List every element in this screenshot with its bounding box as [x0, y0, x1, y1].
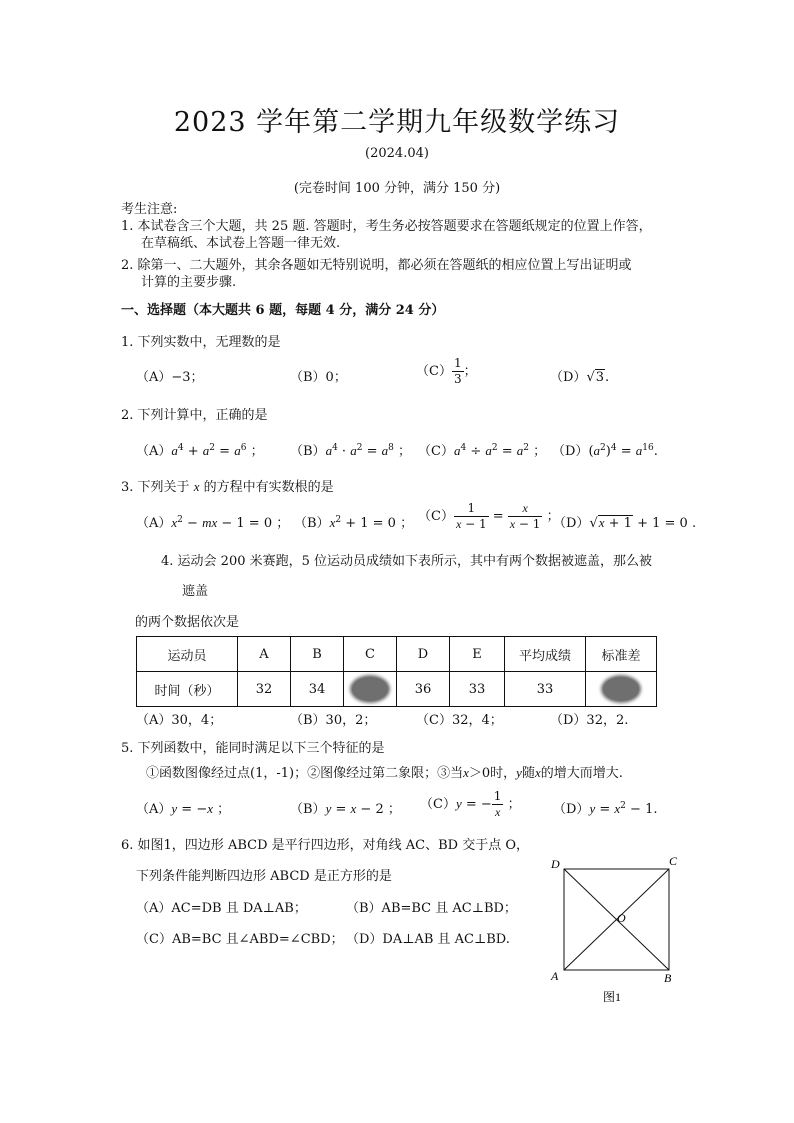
table-header-cell: D	[397, 637, 450, 672]
table-header-cell: 运动员	[137, 637, 238, 672]
q2-option-c: $(C)a^4 \div a^2 = a^2$ ；	[418, 443, 547, 459]
question-1-stem: 1. 下列实数中，无理数的是	[121, 335, 281, 350]
exam-date: (2024.04)	[365, 146, 429, 161]
q4-option-a: （A）30，4；	[136, 713, 223, 728]
q5-option-d: $(D)y = x^2 - 1$.	[553, 801, 658, 817]
table-cell: 33	[450, 672, 505, 707]
question-5-stem: 5. 下列函数中，能同时满足以下三个特征的是	[121, 741, 385, 756]
table-cell: 时间（秒）	[137, 672, 238, 707]
table-cell: 33	[505, 672, 586, 707]
q3-option-d: （D）√x + 1 + 1 = 0 .	[553, 515, 697, 531]
q1-option-c: （C） $\frac{1}{3}$ ；	[416, 356, 477, 386]
time-note: (完卷时间 100 分钟，满分 150 分)	[293, 181, 501, 196]
q4-option-d: （D）32，2.	[550, 713, 629, 728]
table-header-cell: 标准差	[586, 637, 657, 672]
q6-option-d: （D）DA⊥AB 且 AC⊥BD.	[346, 932, 510, 947]
page-title: 2023 学年第二学期九年级数学练习	[173, 107, 621, 138]
figure-caption: 图1	[603, 990, 622, 1004]
vertex-label-a: A	[551, 969, 559, 983]
table-cell-hidden	[586, 672, 657, 707]
q3-option-a: $(A)x^2$ − mx − 1 = 0 ；	[136, 515, 290, 531]
table-cell: 32	[238, 672, 291, 707]
q5-option-a: （A）y = −x ；	[136, 801, 231, 817]
q2-option-d: $(D)(a^2)^4 = a^{16}$.	[552, 443, 658, 459]
cloud-mask-icon	[603, 677, 639, 701]
question-5-features: ①函数图像经过点(1，-1)；②图像经过第二象限；③当x＞0时，y随x的增大而增大.	[146, 765, 623, 781]
table-header-cell: C	[344, 637, 397, 672]
notice-heading: 考生注意:	[121, 202, 178, 217]
question-6-stem: 6. 如图1，四边形 ABCD 是平行四边形，对角线 AC、BD 交于点 O，	[121, 838, 529, 853]
question-3-stem: 3. 下列关于 x 的方程中有实数根的是	[121, 479, 334, 495]
q5-option-b: （B）y = x − 2 ；	[290, 801, 401, 817]
q4-option-c: （C）32，4；	[416, 713, 503, 728]
table-header-cell: E	[450, 637, 505, 672]
q4-option-b: （B）30，2；	[290, 713, 377, 728]
table-cell: 34	[291, 672, 344, 707]
question-2-stem: 2. 下列计算中，正确的是	[121, 408, 268, 423]
q2-option-a: $(A)a^4 + a^2 = a^6$ ；	[136, 443, 264, 459]
table-cell-hidden	[344, 672, 397, 707]
cloud-mask-icon	[352, 677, 388, 701]
q1-option-b: （B）0；	[290, 370, 347, 385]
q6-option-b: （B）AB=BC 且 AC⊥BD；	[346, 901, 517, 916]
notice-item-2-cont: 计算的主要步骤.	[141, 275, 237, 290]
q1-option-d: （D）√3.	[550, 370, 610, 385]
vertex-label-d: D	[551, 857, 560, 871]
notice-item-2: 2. 除第一、二大题外，其余各题如无特别说明，都必须在答题纸的相应位置上写出证明或	[121, 258, 632, 273]
q6-option-a: （A）AC=DB 且 DA⊥AB；	[136, 901, 307, 916]
table-cell: 36	[397, 672, 450, 707]
section-heading: 一、选择题（本大题共 6 题，每题 4 分，满分 24 分）	[121, 303, 445, 318]
table-row	[137, 672, 657, 707]
q5-option-c: （C）y = − $\frac{1}{x}$ ；	[420, 789, 521, 819]
question-4-stem: 4. 运动会 200 米赛跑，5 位运动员成绩如下表所示，其中有两个数据被遮盖，那么被	[161, 554, 653, 569]
results-table	[136, 636, 657, 707]
table-header-row	[137, 637, 657, 672]
q6-option-c: （C）AB=BC 且∠ABD=∠CBD；	[136, 932, 344, 947]
question-4-stem-cont: 遮盖	[182, 584, 209, 599]
vertex-label-b: B	[664, 971, 672, 985]
table-header-cell: B	[291, 637, 344, 672]
q3-option-b: $(B)x^2 + 1 = 0$ ；	[294, 515, 414, 531]
table-header-cell: 平均成绩	[505, 637, 586, 672]
center-label-o: O	[617, 911, 626, 925]
table-header-cell: A	[238, 637, 291, 672]
q3-option-c: （C） $\frac{1}{x - 1}$ = $\frac{x}{x - 1}$ ；	[418, 501, 560, 531]
figure-1-square-diagram	[540, 850, 690, 1010]
question-4-stem-end: 的两个数据依次是	[135, 615, 240, 630]
notice-item-1-cont: 在草稿纸、本试卷上答题一律无效.	[141, 236, 341, 251]
notice-item-1: 1. 本试卷含三个大题，共 25 题. 答题时，考生务必按答题要求在答题纸规定的位置上作答，	[121, 219, 652, 234]
q2-option-b: $(B)a^4 \cdot a^2 = a^8$ ；	[290, 443, 411, 459]
q1-option-a: （A）−3；	[136, 370, 204, 385]
vertex-label-c: C	[669, 854, 678, 868]
question-6-stem-cont: 下列条件能判断四边形 ABCD 是正方形的是	[136, 869, 392, 884]
